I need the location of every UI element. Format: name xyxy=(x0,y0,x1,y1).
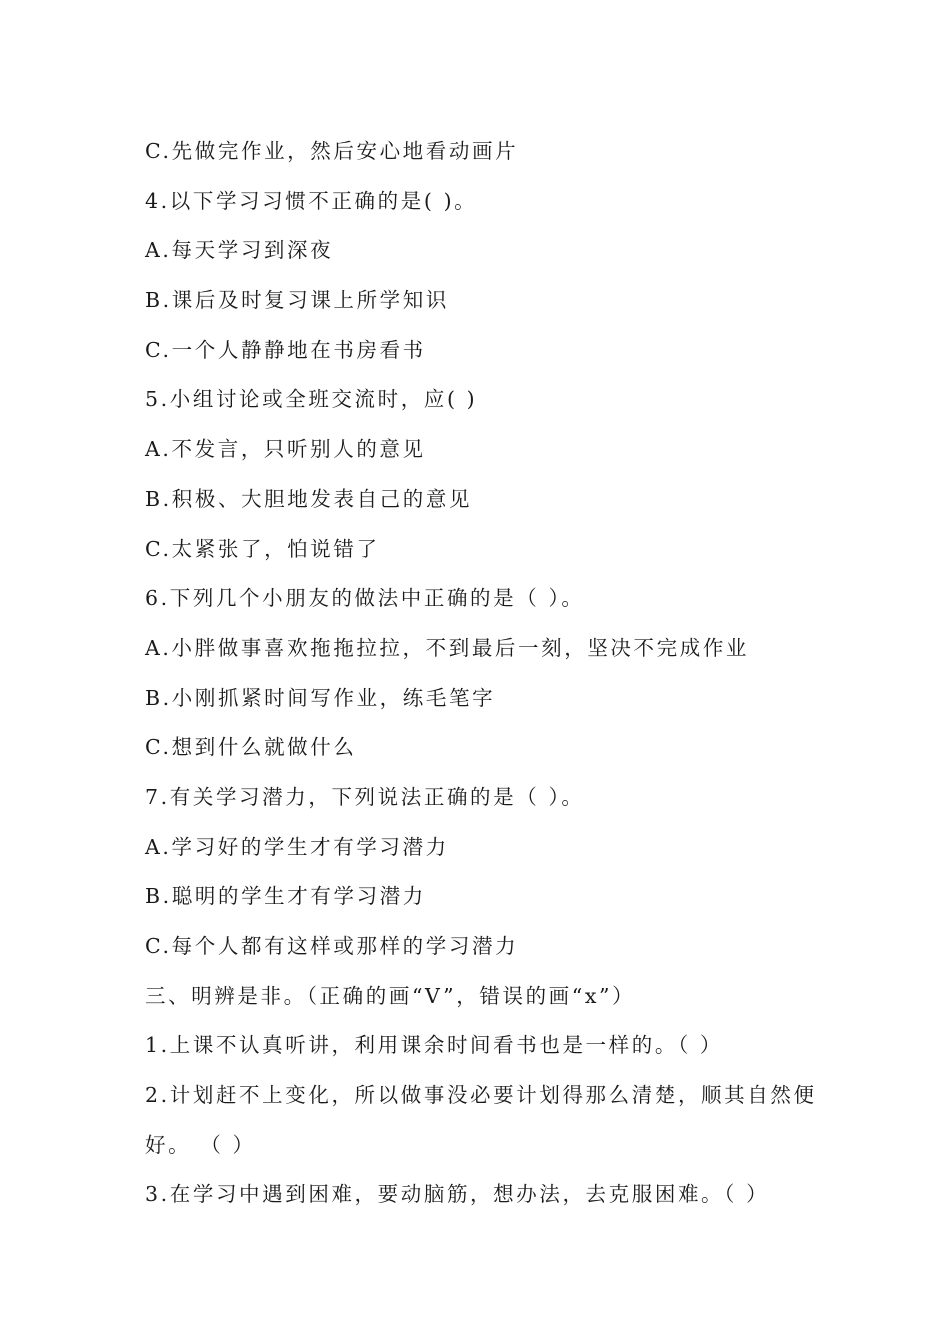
text-line: A.不发言，只听别人的意见 xyxy=(145,437,426,462)
text-line: 4.以下学习习惯不正确的是( )。 xyxy=(145,188,478,213)
text-line: C.一个人静静地在书房看书 xyxy=(145,337,426,362)
text-line: C.每个人都有这样或那样的学习潜力 xyxy=(145,934,519,958)
text-line: A.学习好的学生才有学习潜力 xyxy=(145,834,449,859)
text-line: A.每天学习到深夜 xyxy=(145,238,334,263)
text-line: 6.下列几个小朋友的做法中正确的是（ ）。 xyxy=(145,586,585,611)
text-line: C.太紧张了，怕说错了 xyxy=(145,536,380,561)
text-line: B.小刚抓紧时间写作业，练毛笔字 xyxy=(145,685,496,710)
text-line: B.课后及时复习课上所学知识 xyxy=(145,288,449,313)
text-line: B.积极、大胆地发表自己的意见 xyxy=(145,486,473,511)
section-heading: 三、明辨是非。（正确的画“V”，错误的画“x”） xyxy=(145,983,636,1008)
text-line: C.想到什么就做什么 xyxy=(145,735,357,760)
text-line: 好。 （ ） xyxy=(145,1132,256,1157)
text-line: 7.有关学习潜力，下列说法正确的是（ ）。 xyxy=(145,784,585,809)
text-line: A.小胖做事喜欢拖拖拉拉，不到最后一刻，坚决不完成作业 xyxy=(145,635,750,660)
text-line: 1.上课不认真听讲，利用课余时间看书也是一样的。（ ） xyxy=(145,1033,724,1058)
question-list xyxy=(145,132,825,1225)
text-line: B.聪明的学生才有学习潜力 xyxy=(145,884,426,909)
text-line: 3.在学习中遇到困难，要动脑筋，想办法，去克服困难。（ ） xyxy=(145,1182,770,1207)
text-line: 5.小组讨论或全班交流时，应( ) xyxy=(145,387,478,412)
text-line: 2.计划赶不上变化，所以做事没必要计划得那么清楚，顺其自然便 xyxy=(145,1083,817,1108)
text-line: C.先做完作业，然后安心地看动画片 xyxy=(145,139,519,163)
